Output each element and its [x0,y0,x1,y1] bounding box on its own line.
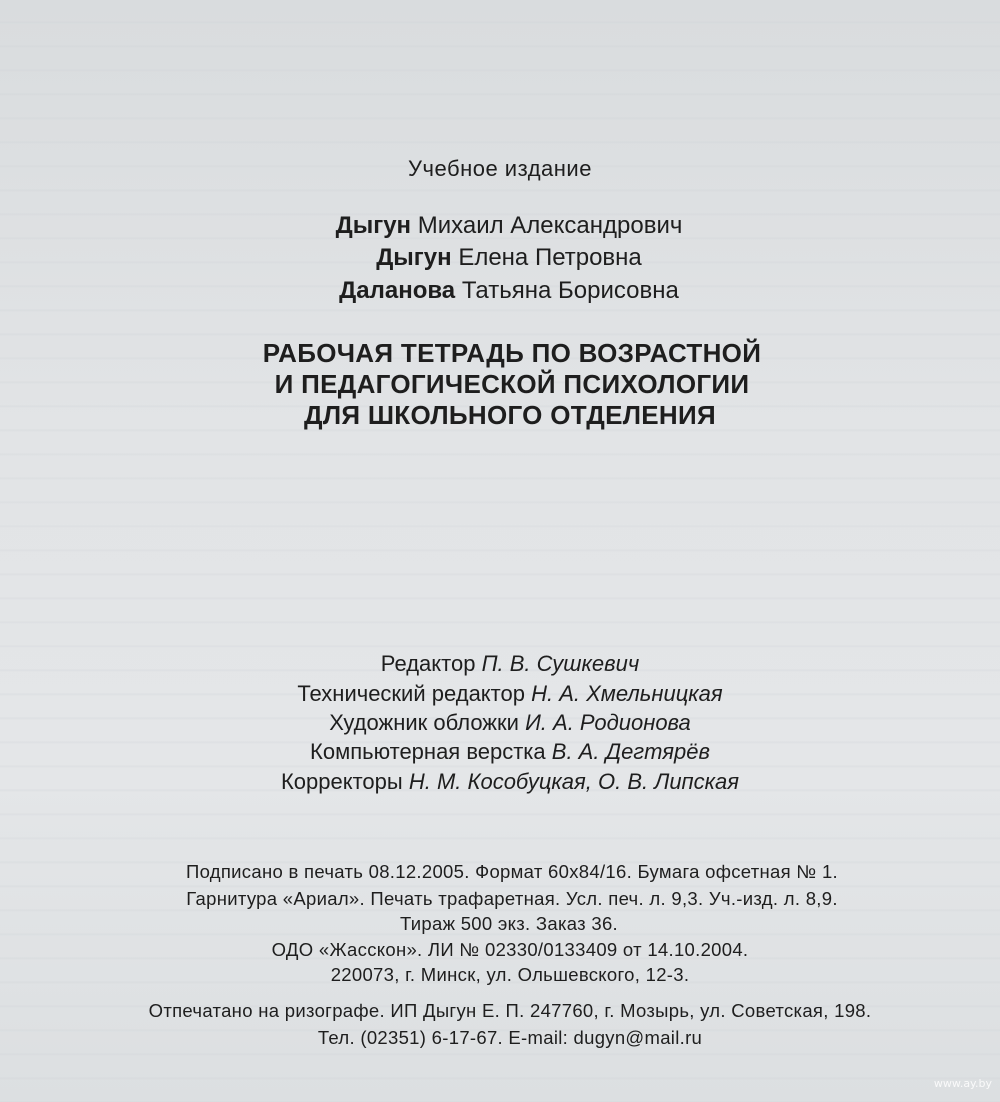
credit-person: Н. А. Хмельницкая [531,681,723,706]
author-surname: Даланова [339,277,456,304]
imprint-line-6: Отпечатано на ризографе. ИП Дыгун Е. П. 247760, г. Мозырь, ул. Советская, 198. [148,1000,872,1021]
credit-role: Технический редактор [297,681,525,706]
author-surname: Дыгун [335,212,412,239]
credit-editor [10,651,1000,677]
book-title-line-3: ДЛЯ ШКОЛЬНОГО ОТДЕЛЕНИЯ [304,400,716,430]
credit-layout [10,739,1000,765]
credit-tech-editor [10,681,1000,707]
imprint-line-7: Тел. (02351) 6-17-67. E-mail: dugyn@mail.ru [317,1027,703,1048]
author-line-3 [9,277,1000,305]
credit-proofreaders [10,769,1000,795]
credit-role: Редактор [380,651,476,676]
author-surname: Дыгун [376,244,452,271]
imprint-line-3: Тираж 500 экз. Заказ 36. [399,913,618,934]
credit-person: В. А. Дегтярёв [551,739,710,764]
imprint-line-2: Гарнитура «Ариал». Печать трафаретная. Усл. печ. л. 9,3. Уч.-изд. л. 8,9. [186,888,838,909]
credit-cover-artist [10,710,1000,736]
author-name: Михаил Александрович [417,212,683,239]
author-line-1 [9,212,1000,240]
imprint-line-1: Подписано в печать 08.12.2005. Формат 60х84/16. Бумага офсетная № 1. [185,861,838,882]
watermark: www.ay.by [933,1077,992,1090]
author-name: Татьяна Борисовна [461,277,679,304]
edition-label: Учебное издание [408,156,592,181]
credit-role: Компьютерная верстка [310,739,546,764]
credit-role: Корректоры [280,769,403,794]
credit-person: И. А. Родионова [525,710,691,735]
author-name: Елена Петровна [458,244,642,271]
credit-role: Художник обложки [329,710,519,735]
book-title-line-1: РАБОЧАЯ ТЕТРАДЬ ПО ВОЗРАСТНОЙ [262,338,762,368]
credit-person: П. В. Сушкевич [481,651,640,676]
book-title-line-2: И ПЕДАГОГИЧЕСКОЙ ПСИХОЛОГИИ [274,369,750,399]
imprint-line-5: 220073, г. Минск, ул. Ольшевского, 12-3. [330,964,690,985]
imprint-line-4: ОДО «Жасскон». ЛИ № 02330/0133409 от 14.10.2004. [271,939,749,960]
credit-person: Н. М. Кособуцкая, О. В. Липская [408,769,740,794]
author-line-2 [9,244,1000,272]
